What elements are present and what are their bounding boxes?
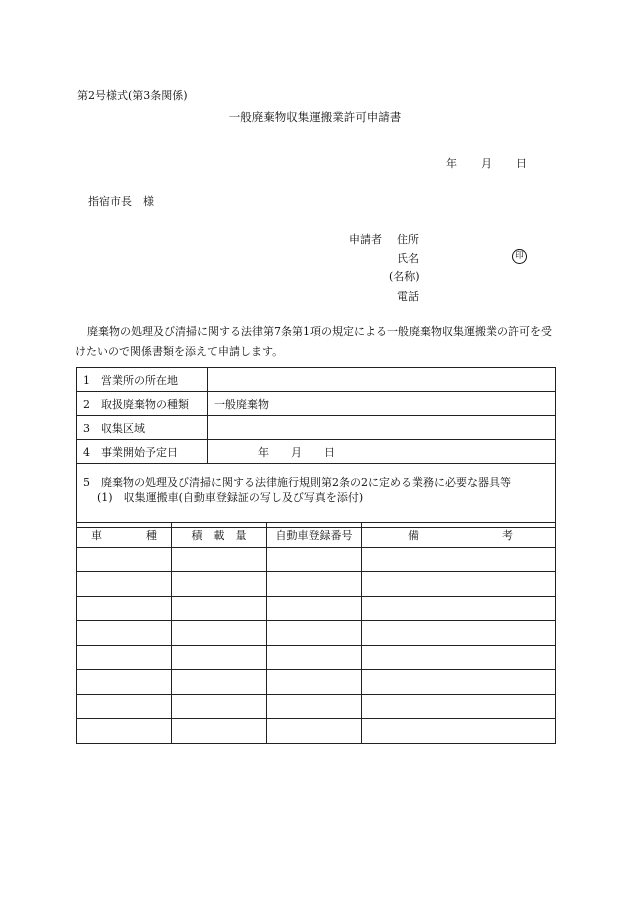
vehicle-subheading: (1) 収集運搬車(自動車登録証の写し及び写真を添付) xyxy=(97,491,364,504)
table-row xyxy=(77,416,556,440)
registration-number-cell[interactable] xyxy=(267,645,362,670)
vehicle-type-cell[interactable] xyxy=(77,694,172,719)
load-capacity-cell[interactable] xyxy=(172,645,267,670)
table-row xyxy=(77,645,556,670)
vehicle-type-cell[interactable] xyxy=(77,572,172,597)
vehicle-type-header xyxy=(77,523,172,548)
application-info-table xyxy=(76,367,556,528)
remarks-cell[interactable] xyxy=(362,719,556,744)
load-capacity-cell[interactable] xyxy=(172,547,267,572)
vehicle-type-cell[interactable] xyxy=(77,547,172,572)
vehicle-type-cell[interactable] xyxy=(77,621,172,646)
registration-number-cell[interactable] xyxy=(267,670,362,695)
table-row xyxy=(77,392,556,416)
remarks-cell[interactable] xyxy=(362,645,556,670)
form-number: 第2号様式(第3条関係) xyxy=(77,89,188,102)
load-capacity-cell[interactable] xyxy=(172,670,267,695)
start-date-label: 4 事業開始予定日 xyxy=(77,440,208,464)
name-label: 氏名 xyxy=(397,252,419,265)
vehicle-table xyxy=(76,522,556,744)
vehicle-type-header-b: 種 xyxy=(146,528,157,542)
load-capacity-cell[interactable] xyxy=(172,694,267,719)
load-capacity-cell[interactable] xyxy=(172,572,267,597)
vehicle-type-cell[interactable] xyxy=(77,719,172,744)
vehicle-type-cell[interactable] xyxy=(77,645,172,670)
registration-number-cell[interactable] xyxy=(267,596,362,621)
equipment-heading: 5 廃棄物の処理及び清掃に関する法律施行規則第2条の2に定める業務に必要な器具等 xyxy=(83,476,511,489)
table-row xyxy=(77,572,556,597)
date-month-label: 月 xyxy=(481,157,492,170)
load-capacity-header: 積 載 量 xyxy=(172,523,267,548)
corporate-name-label: (名称) xyxy=(389,270,420,283)
registration-number-cell[interactable] xyxy=(267,694,362,719)
registration-number-cell[interactable] xyxy=(267,572,362,597)
vehicle-table-body xyxy=(77,547,556,743)
collection-area-label: 3 収集区域 xyxy=(77,416,208,440)
table-row xyxy=(77,719,556,744)
document-title: 一般廃棄物収集運搬業許可申請書 xyxy=(228,110,402,124)
load-capacity-cell[interactable] xyxy=(172,621,267,646)
table-row xyxy=(77,694,556,719)
office-location-label: 1 営業所の所在地 xyxy=(77,368,208,392)
table-row xyxy=(77,464,556,528)
table-row xyxy=(77,670,556,695)
collection-area-field[interactable] xyxy=(208,416,556,440)
remarks-header-a: 備 xyxy=(408,528,419,542)
intro-paragraph: 廃棄物の処理及び清掃に関する法律第7条第1項の規定による一般廃棄物収集運搬業の許可を受けたいので関係書類を添えて申請します。 xyxy=(75,325,552,358)
remarks-cell[interactable] xyxy=(362,596,556,621)
registration-number-cell[interactable] xyxy=(267,621,362,646)
seal-mark: 印 xyxy=(512,249,527,264)
date-year-label: 年 xyxy=(446,157,457,170)
start-date-field[interactable]: 年 月 日 xyxy=(208,440,556,464)
addressee: 指宿市長 様 xyxy=(88,195,154,208)
registration-number-cell[interactable] xyxy=(267,719,362,744)
vehicle-type-header-a: 車 xyxy=(91,528,102,542)
registration-number-header: 自動車登録番号 xyxy=(267,523,362,548)
equipment-section xyxy=(77,464,556,528)
table-header-row xyxy=(77,523,556,548)
date-day-label: 日 xyxy=(516,157,527,170)
vehicle-type-cell[interactable] xyxy=(77,596,172,621)
table-row xyxy=(77,440,556,464)
registration-number-cell[interactable] xyxy=(267,547,362,572)
table-row xyxy=(77,547,556,572)
remarks-header xyxy=(362,523,556,548)
table-row xyxy=(77,621,556,646)
remarks-cell[interactable] xyxy=(362,572,556,597)
table-row xyxy=(77,596,556,621)
applicant-label: 申請者 xyxy=(349,233,382,246)
remarks-cell[interactable] xyxy=(362,547,556,572)
table-row xyxy=(77,368,556,392)
remarks-cell[interactable] xyxy=(362,670,556,695)
waste-type-field[interactable]: 一般廃棄物 xyxy=(208,392,556,416)
load-capacity-cell[interactable] xyxy=(172,596,267,621)
remarks-cell[interactable] xyxy=(362,694,556,719)
waste-type-label: 2 取扱廃棄物の種類 xyxy=(77,392,208,416)
remarks-header-b: 考 xyxy=(502,528,513,542)
office-location-field[interactable] xyxy=(208,368,556,392)
remarks-cell[interactable] xyxy=(362,621,556,646)
load-capacity-cell[interactable] xyxy=(172,719,267,744)
address-label: 住所 xyxy=(397,233,419,246)
vehicle-type-cell[interactable] xyxy=(77,670,172,695)
phone-label: 電話 xyxy=(397,290,419,303)
